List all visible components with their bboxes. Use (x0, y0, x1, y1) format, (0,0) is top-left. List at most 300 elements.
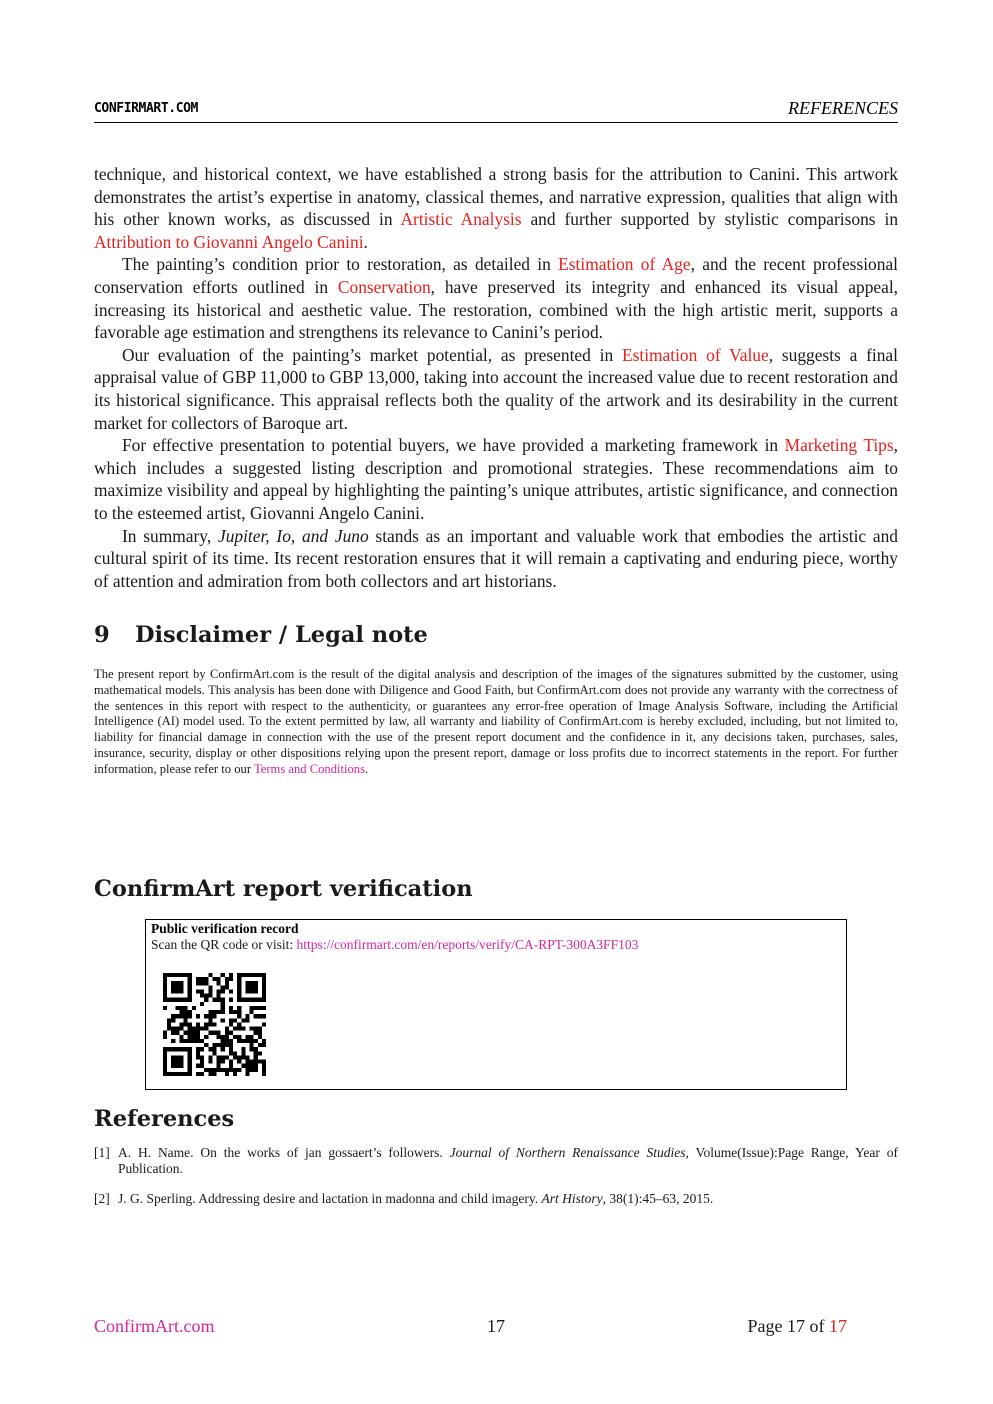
paragraph: The painting’s condition prior to restoration, as detailed in Estimation of Age, and the recent professional conservation efforts outlined in Conservation, have preserved its integrity and enhanced its visual appeal, increasing its historical and aesthetic value. The restoration, combined with the high artistic merit, supports a favorable age estimation and strengthens its relevance to Canini’s period. (94, 254, 899, 343)
qr-module (262, 1068, 266, 1072)
qr-module (221, 1060, 225, 1064)
qr-module (221, 1068, 225, 1072)
qr-module (217, 1060, 221, 1064)
qr-module (237, 977, 241, 981)
qr-module (229, 989, 233, 993)
qr-module (188, 981, 192, 985)
qr-module (241, 973, 245, 977)
qr-module (196, 1035, 200, 1039)
qr-module (171, 998, 175, 1002)
qr-module (184, 1047, 188, 1051)
qr-module (250, 973, 254, 977)
qr-module (188, 1031, 192, 1035)
qr-module (200, 989, 204, 993)
qr-module (184, 1010, 188, 1014)
qr-module (163, 981, 167, 985)
disclaimer-text: The present report by ConfirmArt.com is the result of the digital analysis and description of the images of the signatures submitted by the customer, using mathematical models. This analysis has been done with Diligence and Good Faith, but ConfirmArt.com does not provide any warranty with the correctness of the sentences in this report with respect to the authenticity, or guarantees any error-free operation of Image Analysis Software, including the Artificial Intelligence (AI) model used. To the extent permitted by law, all warranty and liability of ConfirmArt.com is hereby excluded, including, but not limited to, liability for financial damage in connection with the use of the present report document and the confidence in it, any decisions taken, purchases, sales, insurance, security, display or other dispositions relying upon the present report, damage or loss profits due to incorrect statements in the report. For further information, please refer to our Terms and Conditions. (94, 667, 898, 776)
qr-module (221, 1006, 225, 1010)
qr-module (245, 1064, 249, 1068)
page-header (94, 98, 898, 123)
footer-total-pages-link[interactable]: 17 (829, 1316, 847, 1336)
qr-module (200, 994, 204, 998)
qr-module (254, 981, 258, 985)
qr-module (179, 1035, 183, 1039)
qr-module (233, 1051, 237, 1055)
qr-module (229, 1006, 233, 1010)
qr-module (163, 973, 167, 977)
qr-module (200, 981, 204, 985)
qr-module (221, 1035, 225, 1039)
qr-module (221, 998, 225, 1002)
qr-module (175, 1027, 179, 1031)
qr-module (217, 977, 221, 981)
terms-link[interactable]: Terms and Conditions (253, 761, 365, 776)
qr-module (188, 977, 192, 981)
qr-module (245, 989, 249, 993)
qr-module (175, 989, 179, 993)
link-artistic-analysis[interactable]: Artistic Analysis (400, 209, 522, 230)
qr-module (241, 1047, 245, 1051)
qr-module (262, 1006, 266, 1010)
qr-module (212, 1051, 216, 1055)
qr-module (163, 1051, 167, 1055)
qr-module (225, 1055, 229, 1059)
link-estimation-of-value[interactable]: Estimation of Value (621, 344, 769, 365)
qr-module (184, 1031, 188, 1035)
qr-module (188, 1035, 192, 1039)
qr-module (208, 1031, 212, 1035)
qr-module (258, 1035, 262, 1039)
qr-module (196, 977, 200, 981)
qr-module (196, 989, 200, 993)
qr-module (221, 1039, 225, 1043)
qr-module (184, 1014, 188, 1018)
qr-module (179, 1027, 183, 1031)
qr-module (188, 1022, 192, 1026)
qr-module (221, 1018, 225, 1022)
verification-url[interactable]: https://confirmart.com/en/reports/verify/CA-RPT-300A3FF103 (296, 937, 639, 952)
qr-module (171, 973, 175, 977)
qr-module (163, 1047, 167, 1051)
paragraph: Our evaluation of the painting’s market potential, as presented in Estimation of Value, suggests a final appraisal value of GBP 11,000 to GBP 13,000, taking into account the increased value due to recent restoration and its historical significance. This appraisal reflects both the quality of the artwork and its desirability in the current market for collectors of Baroque art. (94, 344, 898, 433)
qr-module (258, 1043, 262, 1047)
qr-module (262, 994, 266, 998)
qr-module (179, 981, 183, 985)
qr-module (221, 1043, 225, 1047)
qr-module (212, 1014, 216, 1018)
qr-module (212, 1022, 216, 1026)
qr-module (233, 1055, 237, 1059)
qr-module (241, 1064, 245, 1068)
qr-module (217, 1043, 221, 1047)
conclusion-text (94, 163, 898, 592)
qr-module (245, 1014, 249, 1018)
qr-module (200, 1039, 204, 1043)
qr-module (163, 1006, 167, 1010)
references-heading: References (94, 1106, 235, 1132)
running-title: REFERENCES (788, 98, 898, 118)
qr-module (212, 977, 216, 981)
qr-module (258, 998, 262, 1002)
qr-module (175, 1055, 179, 1059)
confirmart-logo: CONFIRMART.COM (94, 101, 198, 116)
qr-module (200, 1027, 204, 1031)
qr-module (245, 1039, 249, 1043)
qr-module (171, 985, 175, 989)
qr-module (245, 1018, 249, 1022)
qr-module (163, 1068, 167, 1072)
qr-module (225, 981, 229, 985)
qr-module (196, 981, 200, 985)
reference-item (94, 1145, 898, 1177)
qr-module (250, 1047, 254, 1051)
qr-module (225, 1043, 229, 1047)
footer-page-number: 17 (487, 1316, 505, 1336)
qr-module (250, 998, 254, 1002)
reference-text: A. H. Name. On the works of jan gossaert’s followers. Journal of Northern Renaissance Studies, Volume(Issue):Page Range, Year of Publication. (118, 1145, 898, 1176)
qr-module (171, 989, 175, 993)
qr-module (188, 973, 192, 977)
section-heading-disclaimer (94, 622, 428, 648)
qr-module (208, 1010, 212, 1014)
qr-module (167, 1018, 171, 1022)
qr-module (167, 998, 171, 1002)
qr-module (163, 977, 167, 981)
qr-module (254, 1064, 258, 1068)
qr-module (188, 989, 192, 993)
paragraph: technique, and historical context, we have established a strong basis for the attribution to Canini. This artwork demonstrates the artist’s expertise in anatomy, classical themes, and narrative expression, qualities that align with his other known works, as discussed in Artistic Analysis and further supported by stylistic comparisons in Attribution to Giovanni Angelo Canini. (94, 164, 899, 252)
qr-module (229, 1068, 233, 1072)
qr-module (245, 998, 249, 1002)
qr-module (204, 994, 208, 998)
qr-module (200, 1002, 204, 1006)
footer-site-link[interactable]: ConfirmArt.com (94, 1316, 215, 1336)
qr-module (184, 1072, 188, 1076)
qr-module (212, 1047, 216, 1051)
qr-module (229, 1043, 233, 1047)
qr-module (204, 1035, 208, 1039)
verification-title: Public verification record (151, 921, 299, 936)
qr-module (225, 985, 229, 989)
qr-module (196, 1014, 200, 1018)
qr-module (229, 1047, 233, 1051)
qr-module (250, 1064, 254, 1068)
qr-module (188, 1068, 192, 1072)
qr-module (188, 1060, 192, 1064)
qr-module (175, 973, 179, 977)
qr-module (200, 1055, 204, 1059)
qr-module (200, 1064, 204, 1068)
qr-module (237, 981, 241, 985)
qr-module (163, 1031, 167, 1035)
qr-module (188, 998, 192, 1002)
qr-module (258, 1006, 262, 1010)
qr-module (254, 1039, 258, 1043)
qr-module (163, 989, 167, 993)
qr-module (258, 1051, 262, 1055)
reference-number: [1] (94, 1145, 110, 1160)
references-list (94, 1145, 898, 1220)
qr-module (188, 1055, 192, 1059)
qr-module (167, 1022, 171, 1026)
qr-module (171, 1027, 175, 1031)
qr-module (204, 1027, 208, 1031)
qr-module (254, 1047, 258, 1051)
qr-module (179, 1047, 183, 1051)
qr-module (184, 998, 188, 1002)
qr-module (225, 1068, 229, 1072)
qr-module (245, 1072, 249, 1076)
qr-module (196, 1031, 200, 1035)
qr-module (229, 1051, 233, 1055)
qr-module (245, 985, 249, 989)
qr-module (245, 1055, 249, 1059)
qr-module (250, 1035, 254, 1039)
qr-code-icon[interactable] (163, 973, 266, 1076)
section-number: 9 (94, 622, 110, 648)
qr-module (254, 1055, 258, 1059)
qr-module (233, 1027, 237, 1031)
qr-module (217, 989, 221, 993)
qr-module (217, 1035, 221, 1039)
qr-module (229, 1064, 233, 1068)
qr-module (184, 973, 188, 977)
link-marketing-tips[interactable]: Marketing Tips (784, 435, 894, 456)
qr-module (229, 998, 233, 1002)
qr-module (179, 1014, 183, 1018)
qr-module (233, 1068, 237, 1072)
qr-module (221, 1047, 225, 1051)
qr-module (254, 1060, 258, 1064)
qr-module (254, 1006, 258, 1010)
qr-module (254, 1031, 258, 1035)
qr-module (179, 1055, 183, 1059)
qr-module (254, 1027, 258, 1031)
qr-module (175, 985, 179, 989)
qr-module (225, 977, 229, 981)
qr-module (192, 1039, 196, 1043)
reference-number: [2] (94, 1190, 110, 1206)
qr-module (225, 1035, 229, 1039)
qr-module (262, 1014, 266, 1018)
qr-module (217, 1010, 221, 1014)
qr-module (225, 1031, 229, 1035)
qr-module (208, 1068, 212, 1072)
qr-module (212, 1072, 216, 1076)
qr-module (262, 1060, 266, 1064)
qr-module (175, 1014, 179, 1018)
qr-module (204, 1014, 208, 1018)
qr-module (212, 1043, 216, 1047)
qr-module (163, 1035, 167, 1039)
qr-module (179, 1039, 183, 1043)
qr-module (192, 1006, 196, 1010)
qr-module (212, 1031, 216, 1035)
qr-module (237, 989, 241, 993)
qr-module (237, 973, 241, 977)
qr-module (250, 1006, 254, 1010)
qr-module (175, 1064, 179, 1068)
qr-module (254, 1068, 258, 1072)
qr-module (250, 1039, 254, 1043)
qr-module (237, 1035, 241, 1039)
qr-module (167, 1072, 171, 1076)
qr-module (179, 1022, 183, 1026)
qr-module (212, 1068, 216, 1072)
qr-module (163, 1060, 167, 1064)
qr-module (208, 1014, 212, 1018)
qr-module (258, 973, 262, 977)
qr-module (171, 1018, 175, 1022)
qr-module (250, 1068, 254, 1072)
qr-module (250, 1043, 254, 1047)
qr-module (241, 1018, 245, 1022)
qr-module (237, 998, 241, 1002)
verification-box (145, 919, 847, 1090)
qr-module (179, 989, 183, 993)
link-attribution[interactable]: Attribution to Giovanni Angelo Canini (94, 231, 364, 252)
qr-module (212, 998, 216, 1002)
verification-heading: ConfirmArt report verification (94, 876, 473, 902)
qr-module (188, 1010, 192, 1014)
qr-module (217, 1064, 221, 1068)
qr-module (250, 1027, 254, 1031)
qr-module (262, 989, 266, 993)
qr-module (258, 1014, 262, 1018)
qr-module (175, 1047, 179, 1051)
qr-module (217, 994, 221, 998)
qr-module (262, 998, 266, 1002)
qr-module (221, 1055, 225, 1059)
qr-module (188, 1039, 192, 1043)
qr-module (208, 1022, 212, 1026)
qr-module (250, 981, 254, 985)
qr-module (167, 1027, 171, 1031)
qr-module (229, 977, 233, 981)
qr-module (262, 1072, 266, 1076)
qr-module (245, 981, 249, 985)
qr-module (262, 985, 266, 989)
qr-module (241, 1027, 245, 1031)
qr-module (217, 981, 221, 985)
qr-module (233, 1072, 237, 1076)
qr-module (192, 1031, 196, 1035)
reference-text: J. G. Sperling. Addressing desire and lactation in madonna and child imagery. Art History, 38(1):45–63, 2015. (118, 1190, 714, 1206)
qr-module (250, 1060, 254, 1064)
qr-module (208, 985, 212, 989)
qr-module (229, 1010, 233, 1014)
qr-module (179, 1072, 183, 1076)
qr-module (217, 1068, 221, 1072)
paragraph: In summary, Jupiter, Io, and Juno stands as an important and valuable work that embodies the artistic and cultural spirit of its time. Its recent restoration ensures that it will remain a captivating and enduring piece, worthy of attention and admiration from both collectors and art historians. (94, 525, 898, 591)
qr-module (175, 998, 179, 1002)
qr-module (245, 973, 249, 977)
qr-module (188, 994, 192, 998)
qr-module (237, 1068, 241, 1072)
qr-module (208, 1018, 212, 1022)
qr-module (225, 1039, 229, 1043)
qr-module (237, 994, 241, 998)
qr-module (204, 977, 208, 981)
qr-module (245, 1035, 249, 1039)
qr-module (254, 1051, 258, 1055)
qr-module (221, 973, 225, 977)
qr-module (188, 1072, 192, 1076)
qr-module (188, 1027, 192, 1031)
qr-module (188, 1014, 192, 1018)
qr-module (233, 1018, 237, 1022)
qr-module (237, 1060, 241, 1064)
qr-module (208, 1047, 212, 1051)
qr-module (262, 977, 266, 981)
qr-module (179, 1006, 183, 1010)
qr-module (241, 998, 245, 1002)
qr-module (175, 1031, 179, 1035)
qr-module (262, 981, 266, 985)
qr-module (229, 1060, 233, 1064)
qr-module (196, 1055, 200, 1059)
qr-module (212, 1010, 216, 1014)
link-estimation-of-age[interactable]: Estimation of Age (558, 254, 691, 275)
qr-module (237, 1022, 241, 1026)
qr-module (179, 998, 183, 1002)
qr-module (254, 1014, 258, 1018)
qr-module (254, 998, 258, 1002)
qr-module (237, 985, 241, 989)
qr-module (163, 1072, 167, 1076)
qr-module (175, 1072, 179, 1076)
qr-module (179, 1060, 183, 1064)
qr-module (204, 1043, 208, 1047)
qr-module (171, 1060, 175, 1064)
qr-module (204, 998, 208, 1002)
qr-module (200, 1047, 204, 1051)
qr-module (262, 973, 266, 977)
qr-module (204, 981, 208, 985)
qr-module (245, 1068, 249, 1072)
qr-module (229, 1018, 233, 1022)
qr-module (171, 1055, 175, 1059)
qr-module (192, 1027, 196, 1031)
qr-module (250, 985, 254, 989)
qr-module (245, 1060, 249, 1064)
qr-module (196, 1072, 200, 1076)
qr-module (221, 1010, 225, 1014)
paragraph: For effective presentation to potential buyers, we have provided a marketing framework in Marketing Tips, which includes a suggested listing description and promotional strategies. These recommendations aim to maximize visibility and appeal by highlighting the painting’s unique attributes, artistic significance, and connection to the esteemed artist, Giovanni Angelo Canini. (94, 435, 898, 523)
reference-item (94, 1191, 898, 1207)
qr-module (262, 1039, 266, 1043)
qr-module (262, 1064, 266, 1068)
qr-module (184, 1006, 188, 1010)
qr-module (241, 1039, 245, 1043)
qr-module (229, 1022, 233, 1026)
qr-module (254, 985, 258, 989)
qr-module (208, 1060, 212, 1064)
link-conservation[interactable]: Conservation (337, 276, 431, 297)
qr-module (179, 985, 183, 989)
qr-module (179, 973, 183, 977)
verification-line: Scan the QR code or visit: https://confirmart.com/en/reports/verify/CA-RPT-300A3FF103 (151, 937, 639, 952)
qr-module (171, 1072, 175, 1076)
qr-module (217, 998, 221, 1002)
qr-module (250, 1010, 254, 1014)
qr-module (262, 1022, 266, 1026)
qr-module (171, 1064, 175, 1068)
qr-module (233, 1010, 237, 1014)
qr-module (196, 1039, 200, 1043)
qr-module (208, 989, 212, 993)
qr-module (221, 989, 225, 993)
